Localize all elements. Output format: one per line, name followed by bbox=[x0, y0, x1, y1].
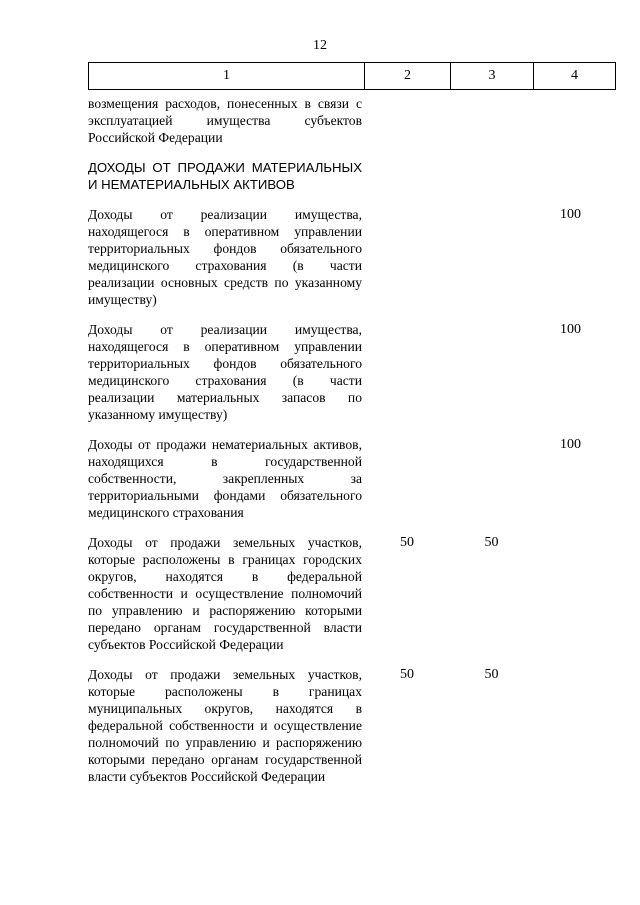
header-col-1: 1 bbox=[89, 63, 365, 90]
row-description: Доходы от продажи нематериальных активов, находящихся в государственной собственности, закрепленных за территориальными фондами обязательного медицинского страхования bbox=[88, 437, 362, 520]
row-description: Доходы от продажи земельных участков, которые расположены в границах муниципальных округов, находятся в федеральной собственности и осуществление полномочий по управлению и распоряжению которыми передано органам государственной власти субъектов Российской Федерации bbox=[88, 667, 362, 784]
table-row bbox=[88, 321, 615, 423]
table-row bbox=[88, 534, 615, 653]
header-col-3: 3 bbox=[451, 63, 534, 90]
row-value-col3: 50 bbox=[484, 535, 499, 550]
header-col-2: 2 bbox=[365, 63, 451, 90]
row-value-col2: 50 bbox=[400, 667, 414, 682]
table-row bbox=[88, 95, 615, 146]
table-row-section-heading bbox=[88, 159, 615, 193]
row-description: возмещения расходов, понесенных в связи с эксплуатацией имущества субъектов Российской Федерации bbox=[88, 96, 362, 145]
row-value-col4: 100 bbox=[560, 437, 581, 452]
page-number: 12 bbox=[313, 38, 327, 53]
row-description: Доходы от продажи земельных участков, которые расположены в границах городских округов, находятся в федеральной собственности и осуществление полномочий по управлению и распоряжению которыми передано органам государственной власти субъектов Российской Федерации bbox=[88, 535, 362, 652]
row-description: Доходы от реализации имущества, находящегося в оперативном управлении территориальных фондов обязательного медицинского страхования (в части реализации основных средств по указанному имуществу) bbox=[88, 207, 362, 307]
row-description: Доходы от реализации имущества, находящегося в оперативном управлении территориальных фондов обязательного медицинского страхования (в части реализации материальных запасов по указанному имуществу) bbox=[88, 322, 362, 422]
row-value-col4: 100 bbox=[560, 207, 581, 222]
row-value-col4: 100 bbox=[560, 322, 581, 337]
row-description: ДОХОДЫ ОТ ПРОДАЖИ МАТЕРИАЛЬНЫХ И НЕМАТЕРИАЛЬНЫХ АКТИВОВ bbox=[88, 160, 362, 192]
header-col-4: 4 bbox=[534, 63, 616, 90]
row-value-col2: 50 bbox=[400, 535, 414, 550]
row-value-col3: 50 bbox=[484, 667, 499, 682]
table-row bbox=[88, 666, 615, 785]
table-row bbox=[88, 436, 615, 521]
table-header bbox=[88, 62, 616, 90]
table-row bbox=[88, 206, 615, 308]
table-body bbox=[88, 95, 615, 798]
